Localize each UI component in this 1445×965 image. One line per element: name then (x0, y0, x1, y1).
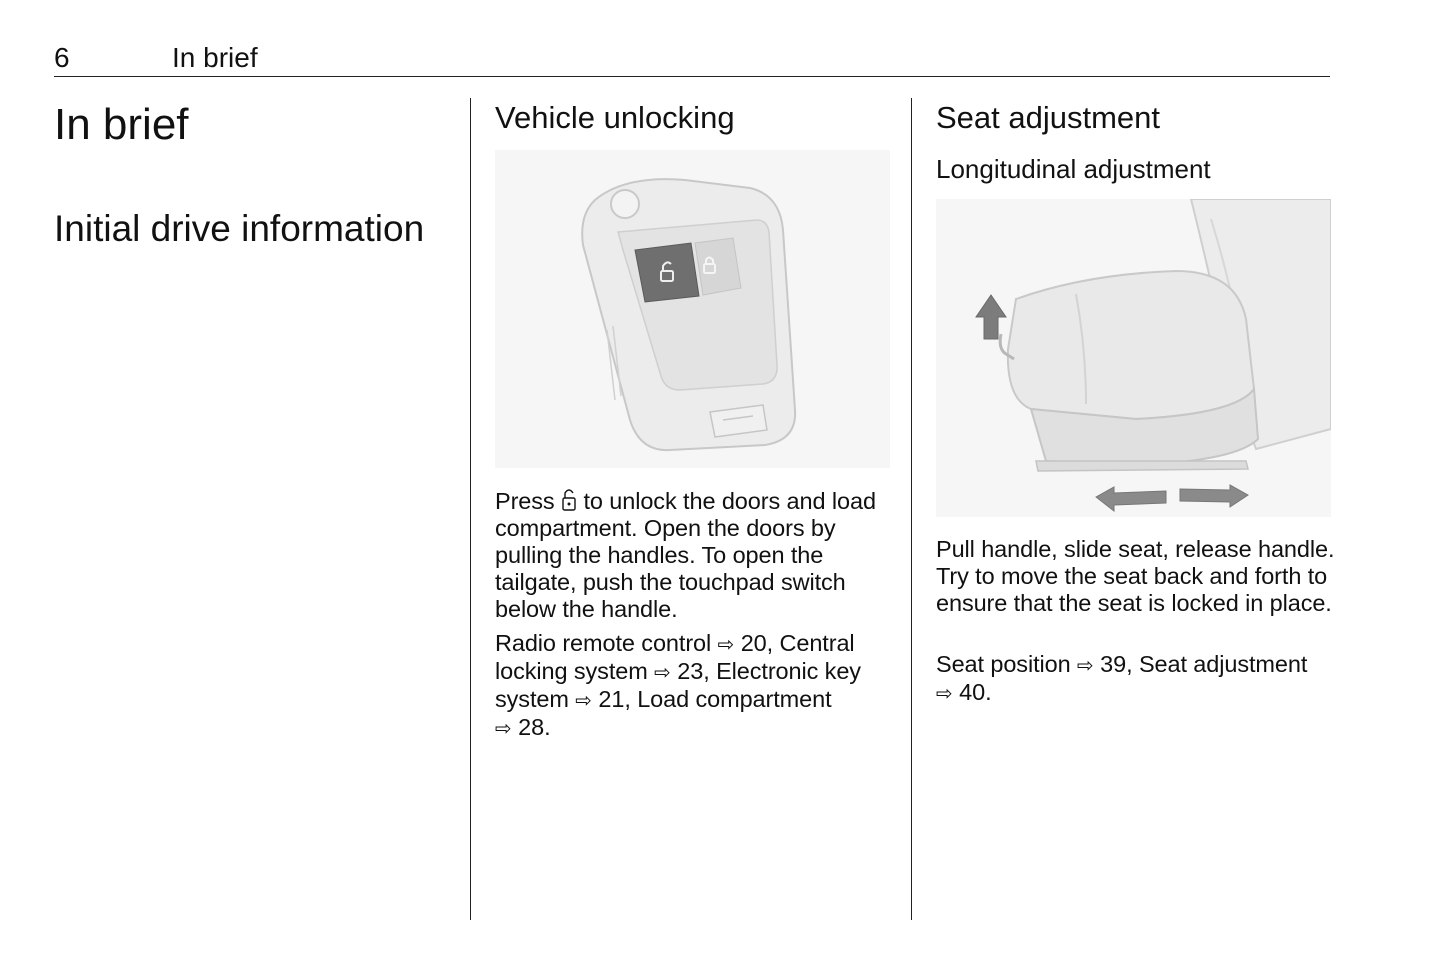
running-title: In brief (172, 42, 258, 73)
key-fob-figure (495, 150, 890, 468)
unlock-button-icon (635, 243, 699, 302)
ref-page[interactable]: 28 (518, 714, 545, 740)
ref-sep: , (624, 686, 638, 712)
ref-page[interactable]: 20 (740, 630, 767, 656)
unlock-paragraph (495, 488, 895, 623)
ref-page[interactable]: 23 (677, 658, 704, 684)
ref-label[interactable]: Seat position (936, 651, 1071, 677)
unlock-text-start: Press (495, 488, 555, 514)
ref-sep: . (985, 679, 992, 705)
vehicle-unlocking-title: Vehicle unlocking (495, 100, 735, 135)
column-divider-1 (470, 98, 471, 920)
column-divider-2 (911, 98, 912, 920)
ref-label[interactable]: Seat adjustment (1138, 651, 1308, 677)
page-ref-arrow-icon: ⇨ (936, 681, 953, 705)
ref-sep: . (544, 714, 551, 740)
ref-page[interactable]: 21 (598, 686, 625, 712)
ref-label[interactable]: Radio remote control (495, 630, 712, 656)
ref-sep: , (1126, 651, 1139, 677)
ref-page[interactable]: 39 (1100, 651, 1127, 677)
page-ref-arrow-icon: ⇨ (1077, 653, 1094, 677)
ref-page[interactable]: 40 (959, 679, 986, 705)
unlock-text-rest: to unlock the doors and load compartment. Open the doors by pulling the handles. To open the tailgate, push the touchpad switch below the handle. (495, 488, 876, 622)
ref-label[interactable]: Load compartment (637, 686, 832, 712)
seat-figure (936, 199, 1331, 517)
unlock-references (495, 630, 895, 742)
ref-sep: , (766, 630, 780, 656)
ref-label[interactable]: Electronic key system (495, 658, 861, 712)
longitudinal-adjustment-subtitle: Longitudinal adjustment (936, 154, 1211, 184)
unlock-padlock-icon (561, 488, 577, 512)
seat-adjustment-title: Seat adjustment (936, 100, 1161, 135)
page-ref-arrow-icon: ⇨ (495, 716, 512, 740)
chapter-title: In brief (54, 100, 189, 149)
ref-sep: , (703, 658, 717, 684)
ref-label[interactable]: Central locking system (495, 630, 855, 684)
page-ref-arrow-icon: ⇨ (717, 632, 735, 656)
page-ref-arrow-icon: ⇨ (654, 660, 671, 684)
page-ref-arrow-icon: ⇨ (575, 688, 592, 712)
seat-paragraph: Pull handle, slide seat, release handle. Try to move the seat back and forth to ensure that the seat is locked in place. (936, 536, 1335, 616)
seat-references (936, 651, 1336, 707)
page-header (54, 40, 1330, 77)
page-number: 6 (54, 42, 70, 73)
section-title: Initial drive information (54, 208, 425, 249)
